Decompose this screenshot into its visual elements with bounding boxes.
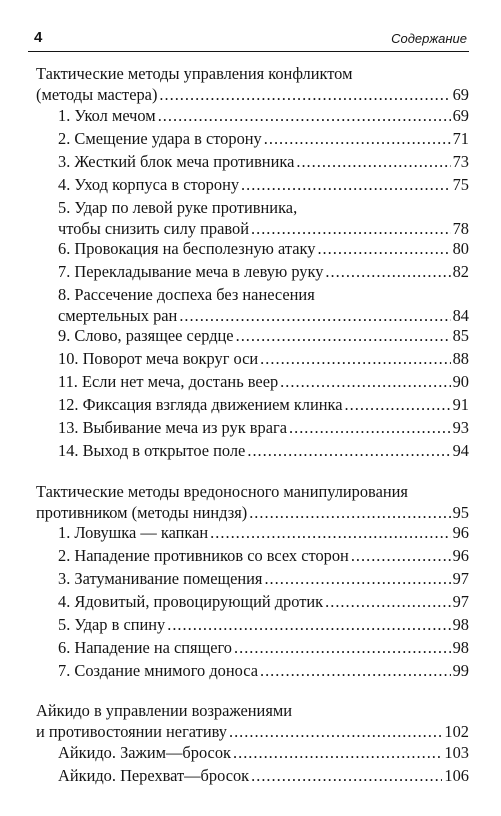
toc-entry[interactable] — [58, 742, 469, 763]
toc-entry-title: чтобы снизить силу правой — [58, 219, 249, 238]
dot-leader — [210, 522, 450, 543]
dot-leader — [260, 348, 450, 369]
dot-leader — [317, 238, 450, 259]
toc-page-number: 99 — [452, 661, 469, 680]
toc-entry-title: 14. Выход в открытое поле — [58, 441, 246, 460]
dot-leader — [247, 440, 450, 461]
dot-leader — [233, 742, 442, 763]
toc-entry[interactable] — [58, 238, 469, 259]
toc-entry-title: 4. Ядовитый, провоцирующий дротик — [58, 592, 324, 611]
toc-page-number: 97 — [452, 569, 469, 588]
toc-page-number: 85 — [452, 326, 469, 345]
toc-page-number: 98 — [452, 615, 469, 634]
toc-entry-title-line1: Тактические методы управления конфликтом — [36, 64, 353, 83]
toc-entry-title: 6. Провокация на бесполезную атаку — [58, 239, 316, 258]
toc-entry[interactable] — [58, 197, 469, 239]
toc-entry[interactable] — [58, 440, 469, 461]
dot-leader — [260, 660, 451, 681]
toc-entry-title: 2. Смещение удара в сторону — [58, 129, 262, 148]
toc-entry[interactable] — [58, 637, 469, 658]
toc-entry-title: Айкидо. Перехват—бросок — [58, 766, 250, 785]
dot-leader — [179, 305, 450, 326]
toc-entry[interactable] — [58, 174, 469, 195]
toc-section-heading[interactable] — [36, 63, 469, 105]
toc-entry-title: 13. Выбивание меча из рук врага — [58, 418, 287, 437]
toc-entry-title: 7. Создание мнимого доноса — [58, 661, 258, 680]
toc-entry[interactable] — [58, 568, 469, 589]
toc-entry-title: 4. Уход корпуса в сторону — [58, 175, 240, 194]
toc-page-number: 102 — [444, 722, 469, 741]
running-title: Содержание — [391, 31, 467, 46]
dot-leader — [249, 502, 450, 523]
toc-page-number: 69 — [452, 85, 469, 104]
toc-entry-title: 1. Ловушка — капкан — [58, 523, 209, 542]
toc-page-number: 97 — [452, 592, 469, 611]
toc-entry-title: 7. Перекладывание меча в левую руку — [58, 262, 324, 281]
toc-entry-title: противником (методы ниндзя) — [36, 503, 248, 522]
dot-leader — [264, 568, 450, 589]
toc-section-heading[interactable] — [36, 481, 469, 523]
toc-entry[interactable] — [58, 128, 469, 149]
dot-leader — [351, 545, 451, 566]
toc-entry[interactable] — [58, 284, 469, 326]
dot-leader — [234, 637, 451, 658]
toc-page-number: 93 — [452, 418, 469, 437]
dot-leader — [158, 105, 451, 126]
toc-entry[interactable] — [58, 660, 469, 681]
toc-entry[interactable] — [58, 151, 469, 172]
toc-entry-title: 2. Нападение противников со всех сторон — [58, 546, 349, 565]
toc-page-number: 94 — [452, 441, 469, 460]
toc-page-number: 73 — [452, 152, 469, 171]
toc-entry[interactable] — [58, 394, 469, 415]
toc-entry-title-line1: Тактические методы вредоносного манипулирования — [36, 482, 408, 501]
toc-entry[interactable] — [58, 261, 469, 282]
dot-leader — [251, 765, 442, 786]
toc-entry[interactable] — [58, 765, 469, 786]
toc-entry-title: 10. Поворот меча вокруг оси — [58, 349, 259, 368]
dot-leader — [325, 261, 450, 282]
toc-entry[interactable] — [58, 371, 469, 392]
toc-page-number: 96 — [452, 546, 469, 565]
toc-page-number: 103 — [444, 743, 469, 762]
toc-entry-title: (методы мастера) — [36, 85, 158, 104]
dot-leader — [264, 128, 451, 149]
toc-page-number: 71 — [452, 129, 469, 148]
toc-entry-title: 9. Слово, разящее сердце — [58, 326, 234, 345]
dot-leader — [345, 394, 451, 415]
page-number: 4 — [34, 29, 43, 46]
toc-page-number: 88 — [452, 349, 469, 368]
toc-entry-title: 3. Затуманивание помещения — [58, 569, 263, 588]
toc-entry-title-line1: Айкидо в управлении возражениями — [36, 701, 293, 720]
toc-page-number: 98 — [452, 638, 469, 657]
toc-entry-title: 3. Жесткий блок меча противника — [58, 152, 295, 171]
toc-entry[interactable] — [58, 614, 469, 635]
toc-section-heading[interactable] — [36, 700, 469, 742]
toc-entry[interactable] — [58, 522, 469, 543]
toc-entry[interactable] — [58, 591, 469, 612]
dot-leader — [229, 721, 442, 742]
toc-entry-title: 6. Нападение на спящего — [58, 638, 232, 657]
toc-page-number: 80 — [452, 239, 469, 258]
dot-leader — [241, 174, 451, 195]
dot-leader — [296, 151, 450, 172]
toc-entry-title: Айкидо. Зажим—бросок — [58, 743, 231, 762]
toc-entry-title: смертельных ран — [58, 306, 178, 325]
toc-entry[interactable] — [58, 348, 469, 369]
dot-leader — [159, 84, 450, 105]
toc-entry-title: 5. Удар в спину — [58, 615, 166, 634]
toc-entry[interactable] — [58, 105, 469, 126]
toc-entry-title: и противостоянии негативу — [36, 722, 227, 741]
toc-page-number: 106 — [444, 766, 469, 785]
toc-entry-title: 11. Если нет меча, достань веер — [58, 372, 279, 391]
toc-page-number: 84 — [452, 306, 469, 325]
dot-leader — [251, 218, 451, 239]
toc-entry[interactable] — [58, 545, 469, 566]
toc-page-number: 75 — [452, 175, 469, 194]
dot-leader — [167, 614, 450, 635]
toc-page-number: 69 — [452, 106, 469, 125]
toc-entry-title-line1: 5. Удар по левой руке противника, — [58, 198, 298, 217]
toc-page-number: 82 — [452, 262, 469, 281]
toc-page-number: 96 — [452, 523, 469, 542]
toc-entry[interactable] — [58, 325, 469, 346]
toc-page-number: 95 — [452, 503, 469, 522]
toc-page-number: 90 — [452, 372, 469, 391]
toc-page-number: 91 — [452, 395, 469, 414]
dot-leader — [280, 371, 450, 392]
dot-leader — [236, 325, 451, 346]
running-header — [28, 27, 469, 52]
toc-entry-title-line1: 8. Рассечение доспеха без нанесения — [58, 285, 315, 304]
toc-page-number: 78 — [452, 219, 469, 238]
dot-leader — [325, 591, 450, 612]
toc-entry[interactable] — [58, 417, 469, 438]
dot-leader — [289, 417, 451, 438]
toc-entry-title: 12. Фиксация взгляда движением клинка — [58, 395, 343, 414]
toc-entry-title: 1. Укол мечом — [58, 106, 156, 125]
